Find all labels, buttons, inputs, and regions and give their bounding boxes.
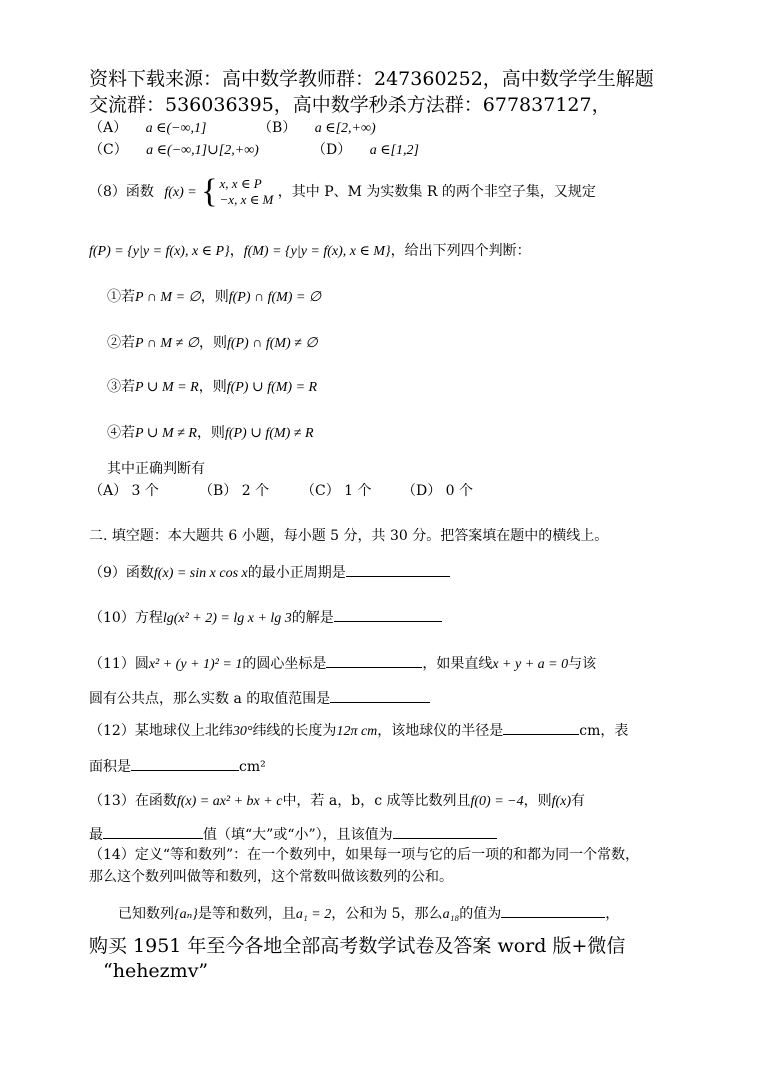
q12-unit-1: cm，表 [579,723,629,739]
q8-desc-1: ，其中 P、M 为实数集 R 的两个非空子集，又规定 [277,184,596,200]
header-line-2: 交流群：536036395，高中数学秒杀方法群：677837127， [89,94,611,116]
q9 [89,562,450,583]
q12-line2-text: 面积是 [89,759,131,775]
footer-line-2: “hehezmv” [103,960,209,982]
q9-math: f(x) = sin x cos x [153,566,248,581]
q14-l3-mid: 是等和数列，且 [197,906,296,922]
q12-prefix: （12）某地球仪上北纬 [89,723,233,739]
judgement-prefix: ①若 [107,289,135,305]
q12-mid2: ，该地球仪的半径是 [377,723,504,739]
q14-line-1: （14）定义“等和数列”：在一个数列中，如果每一项与它的后一项的和都为同一个常数， [89,847,640,863]
q14-line-2: 那么这个数列叫做等和数列，这个常数叫做该数列的公和。 [89,869,453,885]
option-c-label: （C） [89,142,128,158]
q10-prefix: （10）方程 [89,610,163,626]
q8-option-a: （A） 3 个 [89,483,159,499]
q8-number: （8）函数 [89,184,154,200]
q8-case-2: −x, x ∈ M [219,192,274,207]
q13-math: f(x) = ax² + bx + c [176,794,283,809]
option-c-text: a ∈(−∞,1]∪[2,+∞) [146,143,259,158]
q8-def-m: f(M) = {y|y = f(x), x ∈ M} [243,244,391,259]
q8-judgement-4 [107,424,314,443]
q14-line-3 [118,903,619,924]
q14-end: ， [605,906,620,922]
judgement-condition: P ∩ M ≠ ∅ [135,336,199,351]
q10-answer-blank[interactable] [334,607,442,622]
q8-judgement-2 [107,334,318,353]
q11-line-eq: x + y + a = 0 [492,657,569,672]
q13-line2-prefix: 最 [89,827,103,843]
judgement-condition: P ∩ M = ∅ [135,290,201,305]
q14-l3-prefix: 已知数列 [118,906,174,922]
judgement-prefix: ②若 [107,335,135,351]
q11-range-blank[interactable] [330,688,430,703]
q7-option-b [258,119,376,138]
q7-option-row-2 [89,141,259,160]
option-a-label: （A） [89,120,128,136]
q14-sequence: {aₙ} [174,907,198,922]
judgement-then: ，则 [196,425,225,441]
option-b-label: （B） [258,120,297,136]
judgement-result: f(P) ∩ f(M) ≠ ∅ [226,336,318,351]
judgement-then: ，则 [200,289,229,305]
q10-math: lg(x² + 2) = lg x + lg 3 [162,611,292,626]
q8-statement [89,174,596,211]
option-d-label: （D） [312,142,352,158]
footer-line-1: 购买 1951 年至今各地全部高考数学试卷及答案 word 版+微信 [89,935,626,957]
q11-math: x² + (y + 1)² = 1 [148,657,243,672]
q13-line2-mid: 值（填“大”或“小”），且该值为 [203,827,393,843]
q14-a1: a₁ = 2 [295,907,332,922]
q9-prefix: （9）函数 [89,565,154,581]
q12-degree: 30° [232,724,253,739]
q11-suffix: 与该 [568,656,597,672]
q14-l3-suffix: 的值为 [459,906,502,922]
q14-a18: a₁₈ [442,907,460,922]
header-line-1: 资料下载来源：高中数学教师群：247360252，高中数学学生解题 [89,68,654,90]
option-b-text: a ∈[2,+∞) [314,121,376,136]
q13-max-min-blank[interactable] [103,824,203,839]
option-d-text: a ∈[1,2] [369,143,419,158]
judgement-condition: P ∪ M = R [135,380,199,395]
q8-case-1: x, x ∈ P [219,176,262,191]
q13-mid2: ，则 [523,793,552,809]
option-a-text: a ∈(−∞,1] [145,121,207,136]
judgement-then: ，则 [198,335,227,351]
judgement-result: f(P) ∩ f(M) = ∅ [228,290,322,305]
q7-option-row-1 [89,119,206,138]
q12-length: 12π cm [336,724,378,739]
q13-suffix: 有 [571,793,586,809]
q8-judgement-3 [107,378,317,397]
q13-line-2 [89,824,497,844]
q8-def-sep: ， [229,243,244,259]
q8-piecewise [201,175,273,209]
q8-desc-2: ，给出下列四个判断： [390,243,531,259]
judgement-then: ，则 [198,379,227,395]
q7-option-d [312,141,419,160]
q14-answer-blank[interactable] [501,903,605,918]
q13-condition: f(0) = −4 [470,794,524,809]
section-2-title: 二. 填空题：本大题共 6 小题，每小题 5 分，共 30 分。把答案填在题中的横线上。 [89,528,609,544]
judgement-result: f(P) ∪ f(M) = R [226,380,318,395]
q13-line-1 [89,792,585,811]
q8-judgement-1 [107,288,321,307]
q13-prefix: （13）在函数 [89,793,177,809]
q12-mid: 纬线的长度为 [252,723,337,739]
q8-fx: f(x) = [164,185,197,200]
q10 [89,607,442,628]
q10-suffix: 的解是 [291,610,334,626]
judgement-prefix: ③若 [107,379,135,395]
q12-line-1 [89,720,628,741]
brace-icon: { [201,173,218,210]
q13-value-blank[interactable] [393,824,497,839]
q8-option-c: （C） 1 个 [301,483,372,499]
q9-suffix: 的最小正周期是 [247,565,346,581]
q9-answer-blank[interactable] [346,562,450,577]
q8-def-p: f(P) = {y|y = f(x), x ∈ P} [89,244,230,259]
q12-area-blank[interactable] [131,756,239,771]
q14-l3-mid2: ，公和为 5，那么 [331,906,443,922]
q8-ask: 其中正确判断有 [107,461,205,477]
q13-mid: 中，若 a，b，c 成等比数列且 [282,793,471,809]
judgement-prefix: ④若 [107,425,135,441]
q8-option-b: （B） 2 个 [199,483,270,499]
q11-prefix: （11）圆 [89,656,149,672]
q8-definitions [89,242,531,261]
q11-line-2 [89,688,430,708]
q13-fx: f(x) [551,794,572,809]
q12-line-2 [89,756,266,776]
q12-unit-2: cm² [239,759,266,775]
q11-line2-text: 圆有公共点，那么实数 a 的取值范围是 [89,691,331,707]
judgement-result: f(P) ∪ f(M) ≠ R [224,426,314,441]
q12-radius-blank[interactable] [503,720,579,735]
judgement-condition: P ∪ M ≠ R [135,426,197,441]
q11-line-1 [89,653,596,674]
q11-mid2: ，如果直线 [422,656,493,672]
q8-option-d: （D） 0 个 [402,483,474,499]
q11-mid: 的圆心坐标是 [242,656,327,672]
q11-center-blank[interactable] [326,653,422,668]
